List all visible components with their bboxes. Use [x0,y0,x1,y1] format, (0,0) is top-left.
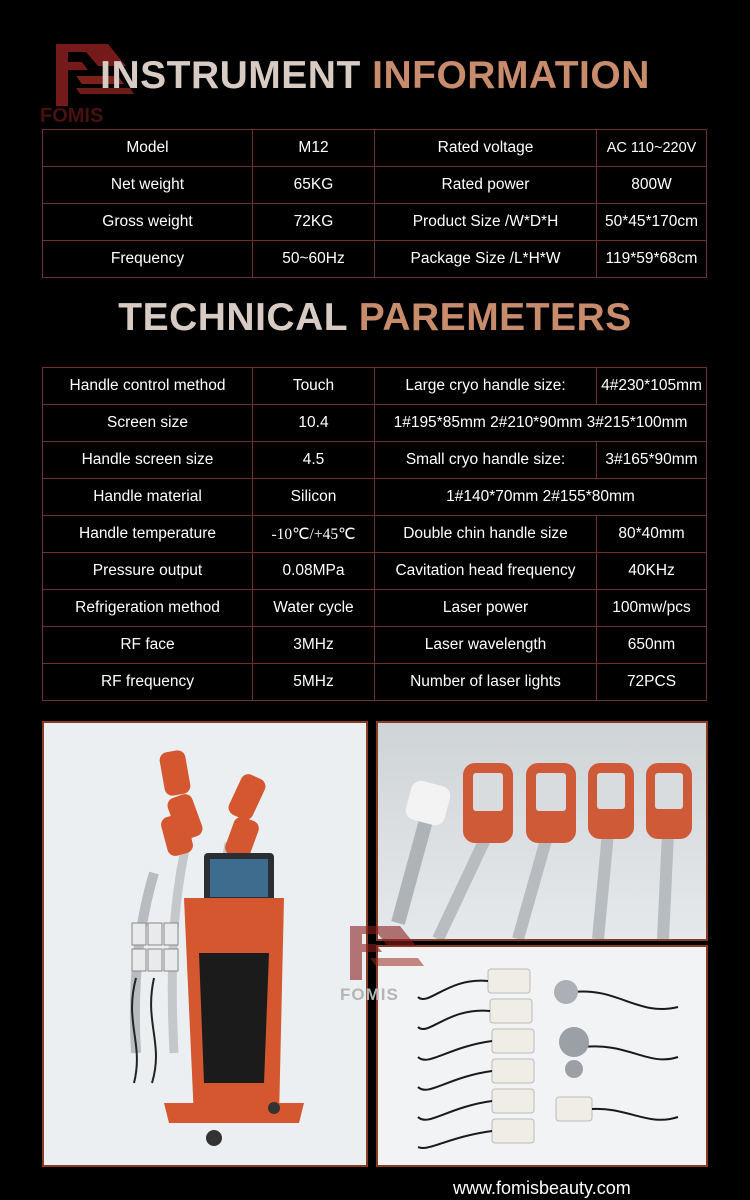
table-cell: Laser power [375,590,597,627]
table-cell: 4.5 [253,442,375,479]
table-cell: 80*40mm [597,516,707,553]
heading-word-1: INSTRUMENT [100,54,361,97]
table-cell: Touch [253,368,375,405]
table-cell: 1#140*70mm 2#155*80mm [375,479,707,516]
table-cell: 119*59*68cm [597,241,707,278]
table-cell: Silicon [253,479,375,516]
table-cell: Large cryo handle size: [375,368,597,405]
table-cell: Double chin handle size [375,516,597,553]
table-cell: Net weight [43,167,253,204]
table-cell: 800W [597,167,707,204]
table-cell: -10℃/+45℃ [253,516,375,553]
table-row [43,479,707,516]
table-row [43,627,707,664]
table-cell: 1#195*85mm 2#210*90mm 3#215*100mm [375,405,707,442]
table-cell: Number of laser lights [375,664,597,701]
table-cell: 40KHz [597,553,707,590]
instrument-information-heading [0,54,750,98]
instrument-info-table [42,129,707,278]
machine-illustration [44,723,366,1165]
table-row [43,405,707,442]
table-cell: Pressure output [43,553,253,590]
table-cell: Laser wavelength [375,627,597,664]
table-cell: Cavitation head frequency [375,553,597,590]
technical-parameters-heading [0,296,750,340]
table-row [43,241,707,278]
table-cell: AC 110~220V [597,130,707,167]
table-cell: RF frequency [43,664,253,701]
table-cell: 72KG [253,204,375,241]
table-cell: 650nm [597,627,707,664]
machine-photo [42,721,368,1167]
cryo-handles-photo [376,721,708,941]
table-cell: Rated voltage [375,130,597,167]
table-cell: 100mw/pcs [597,590,707,627]
table-cell: 50~60Hz [253,241,375,278]
table-cell: 50*45*170cm [597,204,707,241]
table-cell: Screen size [43,405,253,442]
table-row [43,204,707,241]
table-cell: Handle temperature [43,516,253,553]
table-cell: 65KG [253,167,375,204]
table-row [43,590,707,627]
table-row [43,516,707,553]
table-cell: Handle screen size [43,442,253,479]
table-cell: 4#230*105mm [597,368,707,405]
table-cell: 72PCS [597,664,707,701]
heading-word-2: PAREMETERS [358,296,632,339]
heading-word-2: INFORMATION [372,54,650,97]
table-cell: Model [43,130,253,167]
table-row [43,167,707,204]
table-cell: 3#165*90mm [597,442,707,479]
table-cell: 5MHz [253,664,375,701]
table-cell: Small cryo handle size: [375,442,597,479]
watermark-text: FOMIS [340,985,399,1004]
table-cell: Gross weight [43,204,253,241]
table-cell: Water cycle [253,590,375,627]
table-cell: 3MHz [253,627,375,664]
table-row [43,664,707,701]
table-cell: Refrigeration method [43,590,253,627]
heading-word-1: TECHNICAL [118,296,348,339]
table-row [43,553,707,590]
table-row [43,368,707,405]
table-cell: Product Size /W*D*H [375,204,597,241]
table-cell: 0.08MPa [253,553,375,590]
website-url: www.fomisbeauty.com [453,1178,631,1198]
svg-text:FOMIS: FOMIS [40,105,104,127]
table-cell: RF face [43,627,253,664]
table-cell: M12 [253,130,375,167]
table-cell: Frequency [43,241,253,278]
table-cell: Rated power [375,167,597,204]
table-row [43,442,707,479]
technical-parameters-table [42,367,707,701]
table-row [43,130,707,167]
table-cell: Package Size /L*H*W [375,241,597,278]
table-cell: 10.4 [253,405,375,442]
table-cell: Handle material [43,479,253,516]
handles-illustration [378,723,706,939]
table-cell: Handle control method [43,368,253,405]
